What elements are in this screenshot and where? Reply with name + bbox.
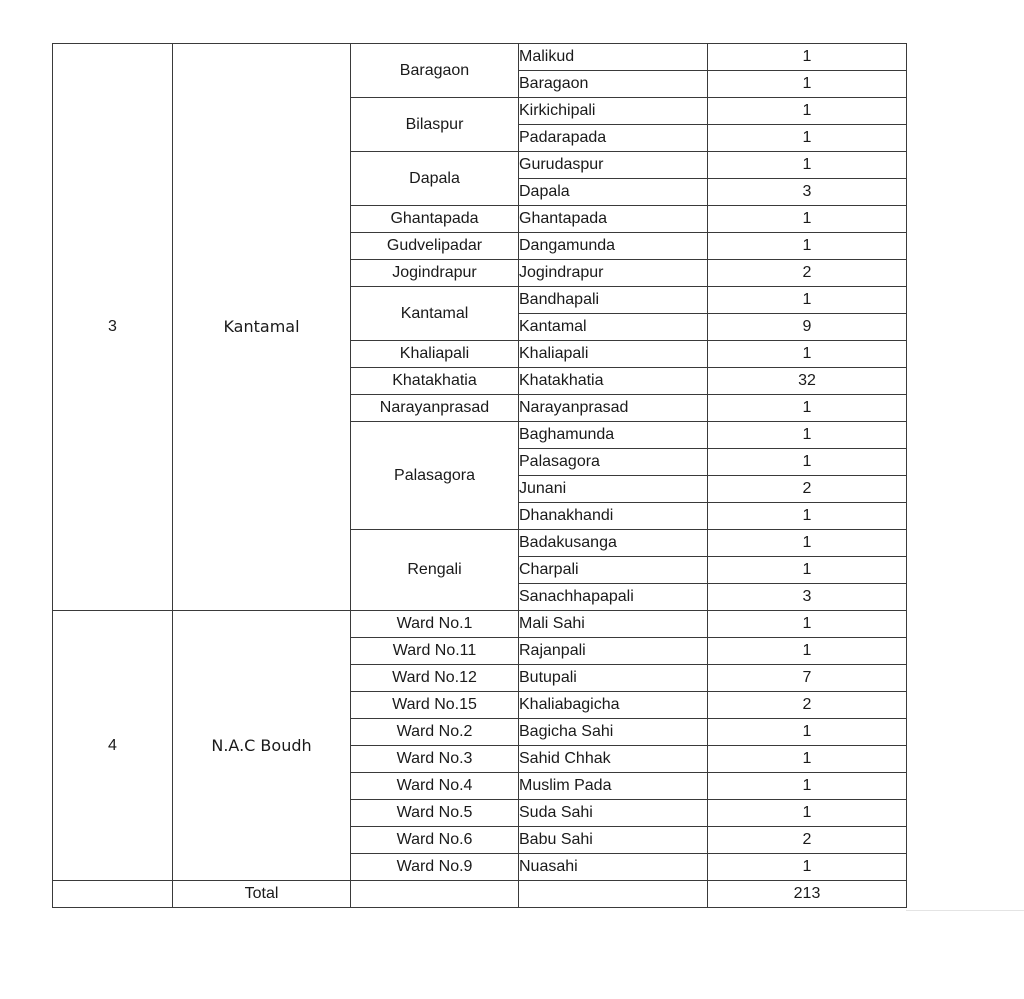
total-row [53,881,907,908]
gp-name: Ward No.5 [351,800,519,827]
village-name: Nuasahi [519,854,708,881]
count-value: 1 [708,233,907,260]
village-name: Charpali [519,557,708,584]
count-value: 1 [708,341,907,368]
village-name: Sahid Chhak [519,746,708,773]
count-value: 1 [708,422,907,449]
gp-name: Gudvelipadar [351,233,519,260]
count-value: 3 [708,584,907,611]
count-value: 2 [708,260,907,287]
count-value: 9 [708,314,907,341]
block-name: Kantamal [173,44,351,611]
village-name: Dapala [519,179,708,206]
count-value: 1 [708,98,907,125]
gp-name: Ward No.4 [351,773,519,800]
count-value: 1 [708,530,907,557]
village-name: Mali Sahi [519,611,708,638]
table-body [53,44,907,908]
village-name: Dangamunda [519,233,708,260]
gp-name: Khatakhatia [351,368,519,395]
total-serial-cell [53,881,173,908]
village-name: Badakusanga [519,530,708,557]
gp-name: Ghantapada [351,206,519,233]
count-value: 2 [708,827,907,854]
total-label: Total [173,881,351,908]
count-value: 32 [708,368,907,395]
village-name: Jogindrapur [519,260,708,287]
village-name: Padarapada [519,125,708,152]
gp-name: Narayanprasad [351,395,519,422]
village-name: Malikud [519,44,708,71]
village-name: Bandhapali [519,287,708,314]
table-row [53,44,907,71]
gp-name: Ward No.6 [351,827,519,854]
village-name: Suda Sahi [519,800,708,827]
count-value: 1 [708,287,907,314]
count-value: 1 [708,44,907,71]
count-value: 1 [708,449,907,476]
village-name: Khaliapali [519,341,708,368]
gp-name: Ward No.15 [351,692,519,719]
gp-name: Ward No.2 [351,719,519,746]
gp-name: Ward No.12 [351,665,519,692]
total-gp-cell [351,881,519,908]
gp-name: Ward No.9 [351,854,519,881]
village-name: Palasagora [519,449,708,476]
gp-name: Ward No.11 [351,638,519,665]
village-name: Sanachhapapali [519,584,708,611]
count-value: 1 [708,125,907,152]
block-name: N.A.C Boudh [173,611,351,881]
village-name: Gurudaspur [519,152,708,179]
count-value: 1 [708,854,907,881]
gp-name: Baragaon [351,44,519,98]
total-value: 213 [708,881,907,908]
gp-name: Ward No.1 [351,611,519,638]
page-edge-line [906,910,1024,911]
count-value: 1 [708,800,907,827]
village-name: Dhanakhandi [519,503,708,530]
count-value: 1 [708,611,907,638]
data-table [52,43,907,908]
count-value: 1 [708,395,907,422]
gp-name: Dapala [351,152,519,206]
count-value: 1 [708,71,907,98]
gp-name: Rengali [351,530,519,611]
count-value: 1 [708,638,907,665]
serial-number: 3 [53,44,173,611]
count-value: 7 [708,665,907,692]
village-name: Junani [519,476,708,503]
count-value: 1 [708,719,907,746]
gp-name: Khaliapali [351,341,519,368]
count-value: 1 [708,206,907,233]
village-name: Narayanprasad [519,395,708,422]
village-name: Bagicha Sahi [519,719,708,746]
village-name: Babu Sahi [519,827,708,854]
table-row [53,611,907,638]
count-value: 2 [708,692,907,719]
village-name: Khaliabagicha [519,692,708,719]
count-value: 1 [708,746,907,773]
village-name: Ghantapada [519,206,708,233]
serial-number: 4 [53,611,173,881]
count-value: 1 [708,557,907,584]
village-name: Butupali [519,665,708,692]
village-name: Baghamunda [519,422,708,449]
gp-name: Kantamal [351,287,519,341]
count-value: 1 [708,503,907,530]
gp-name: Ward No.3 [351,746,519,773]
gp-name: Jogindrapur [351,260,519,287]
village-name: Kantamal [519,314,708,341]
gp-name: Palasagora [351,422,519,530]
village-name: Kirkichipali [519,98,708,125]
village-name: Khatakhatia [519,368,708,395]
gp-name: Bilaspur [351,98,519,152]
total-village-cell [519,881,708,908]
count-value: 1 [708,152,907,179]
village-name: Rajanpali [519,638,708,665]
count-value: 3 [708,179,907,206]
village-name: Baragaon [519,71,708,98]
count-value: 2 [708,476,907,503]
count-value: 1 [708,773,907,800]
village-name: Muslim Pada [519,773,708,800]
